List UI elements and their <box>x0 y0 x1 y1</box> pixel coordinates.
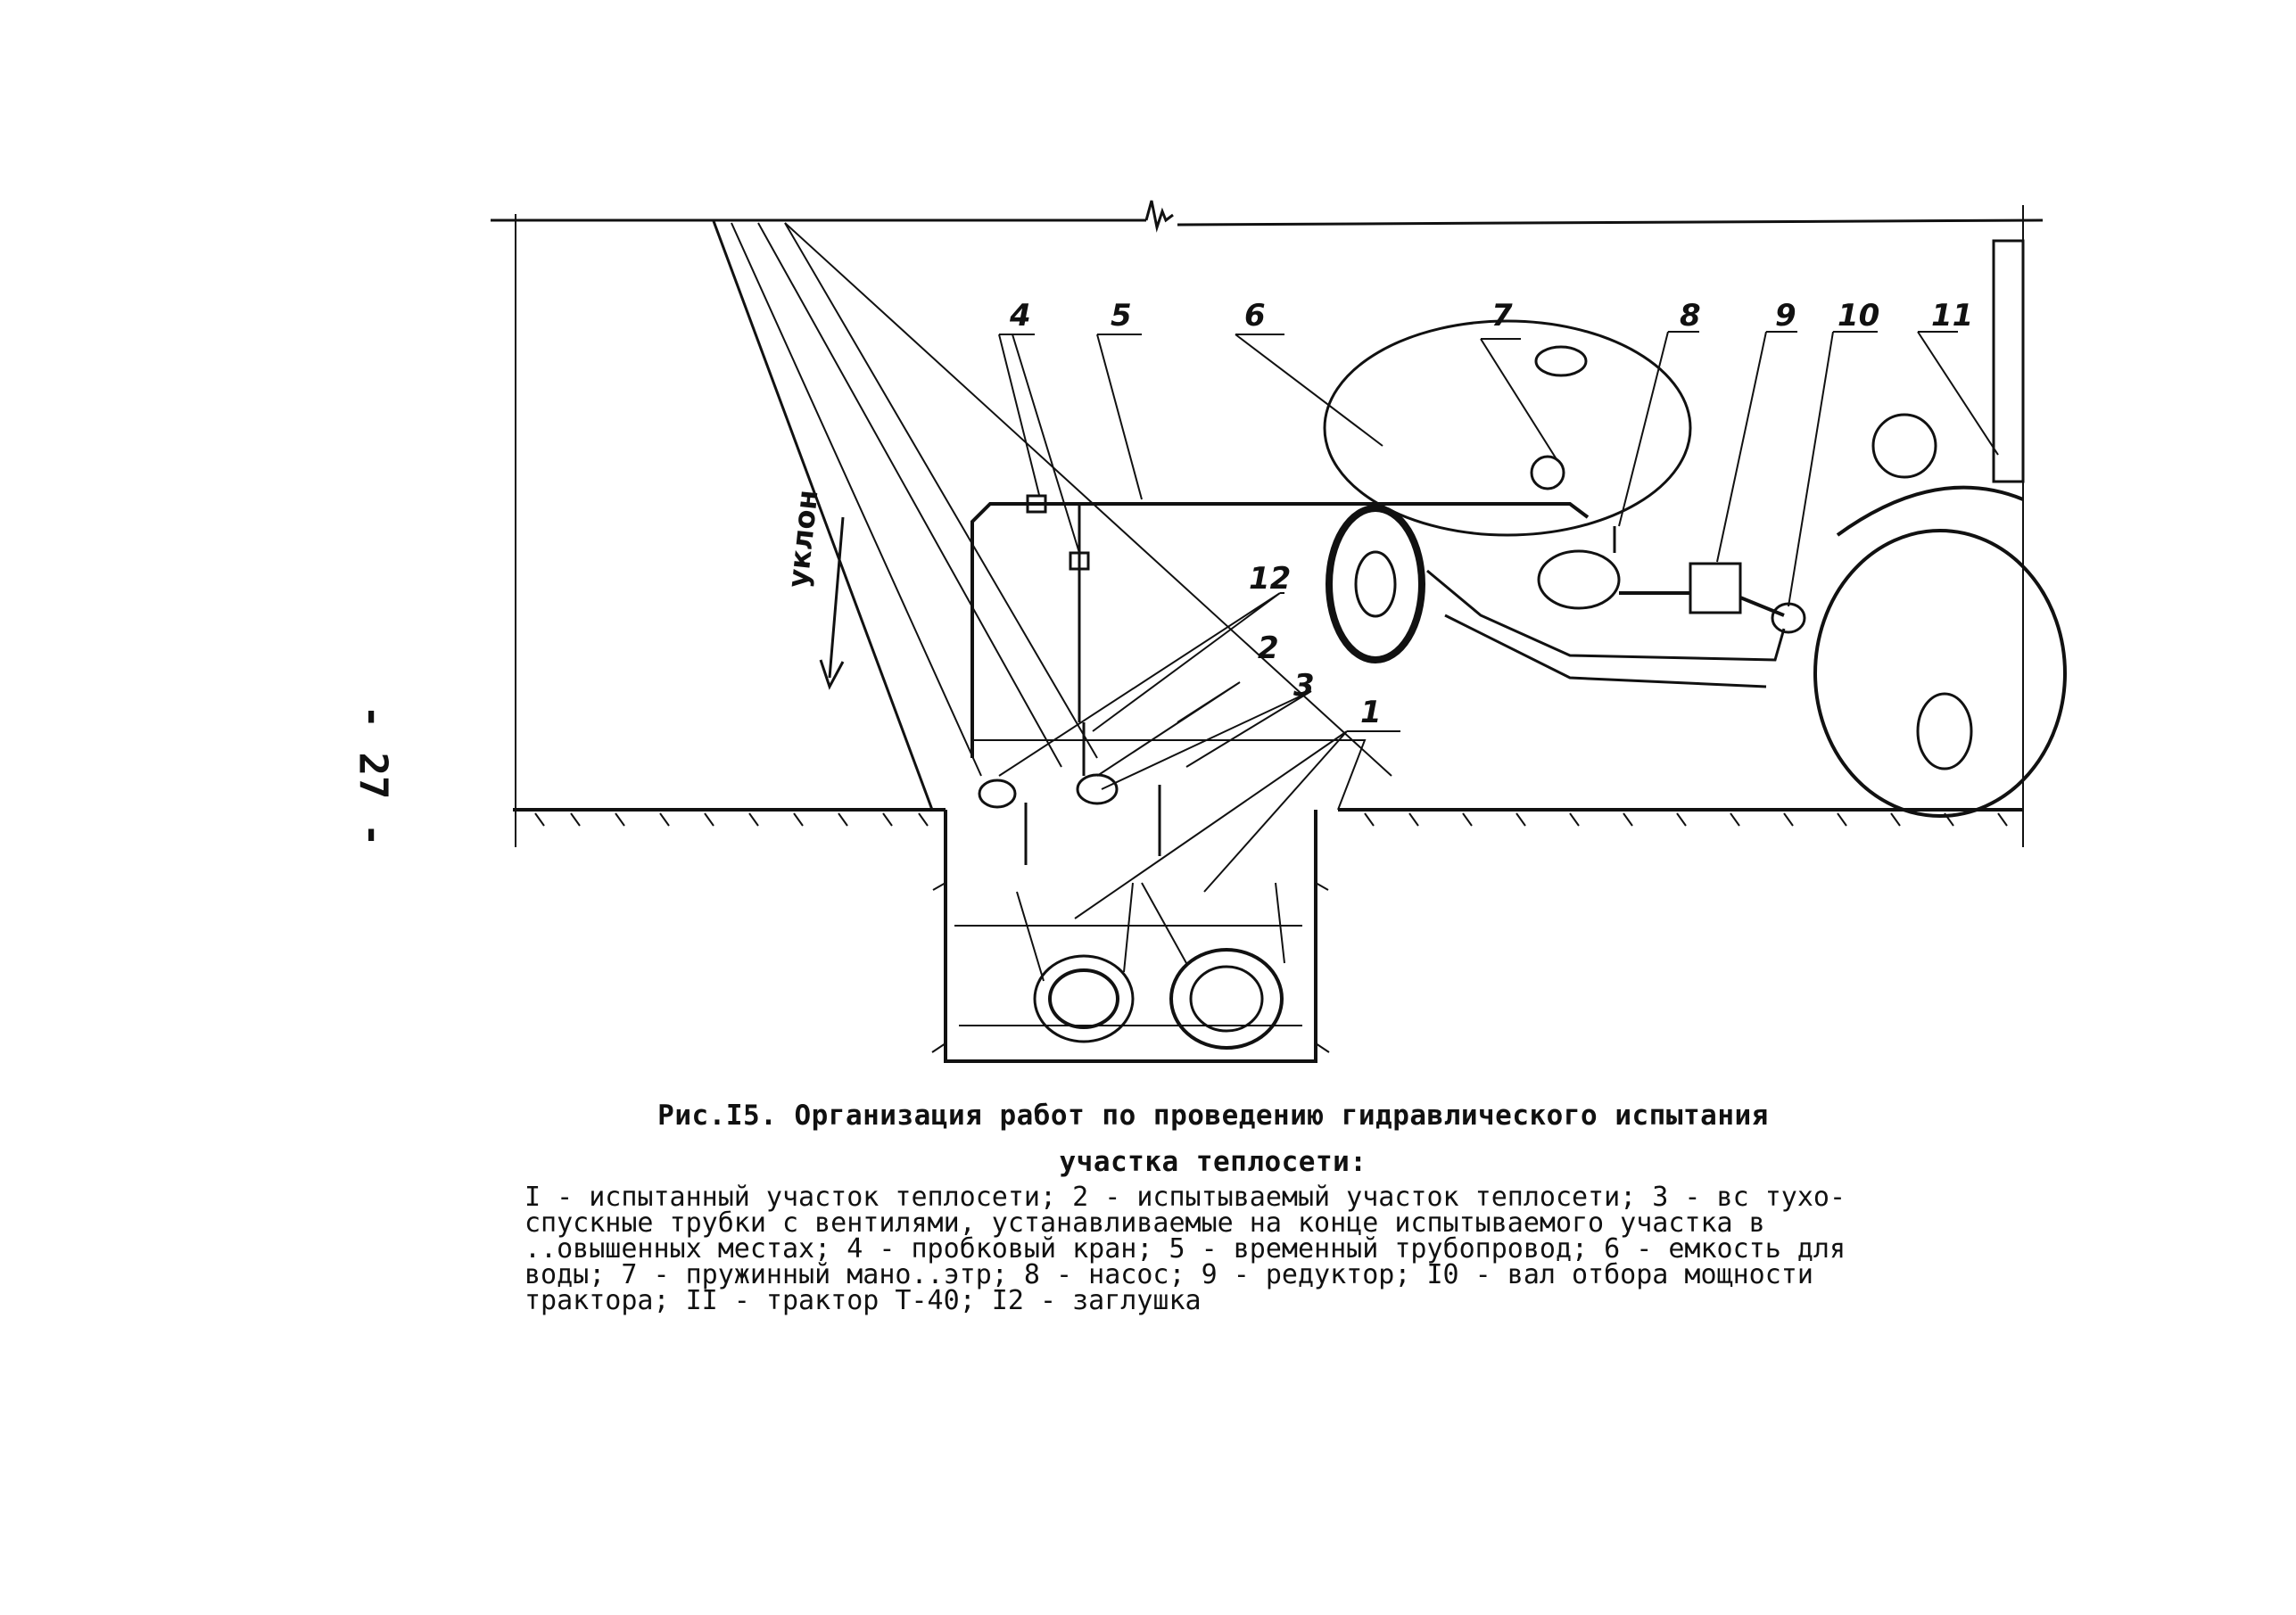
temporary-pipeline <box>972 504 1588 758</box>
callout-2: 2 <box>1258 630 1279 666</box>
callout-6: 6 <box>1244 298 1266 334</box>
ground-hatching <box>535 813 2007 826</box>
callout-4: 4 <box>1010 298 1031 334</box>
tractor-wheel-hub <box>1918 694 1971 769</box>
callout-8: 8 <box>1680 298 1701 334</box>
trailer-wheel-hub <box>1356 552 1395 616</box>
callout-3: 3 <box>1293 668 1315 704</box>
callout-5: 5 <box>1111 298 1132 334</box>
figure-legend <box>524 1184 2005 1314</box>
tractor-fender <box>1838 488 2023 535</box>
vent-tubes <box>1026 722 1160 865</box>
page-number-text: - 27 - <box>350 705 396 847</box>
tractor-rear-wheel <box>1815 531 2065 816</box>
callout-11: 11 <box>1931 298 1974 334</box>
tank-hatch <box>1536 347 1586 375</box>
tractor-cab-post <box>1994 241 2023 482</box>
trailer-wheel <box>1329 508 1422 660</box>
plug-2 <box>1078 775 1117 803</box>
break-mark-top <box>1146 201 1173 227</box>
legend-line: воды; 7 - пружинный мано..этр; 8 - насос; 9 - редуктор; I0 - вал отбора мощности <box>524 1259 1813 1290</box>
pipe-section-2 <box>1171 950 1282 1048</box>
callout-9: 9 <box>1775 298 1796 334</box>
incline-trench-right <box>972 740 1365 810</box>
trailer-frame <box>1427 571 1784 687</box>
top-boundary-line-right <box>1177 220 2043 225</box>
legend-line: I - испытанный участок теплосети; 2 - испытываемый участок теплосети; 3 - вс тухо- <box>524 1182 1846 1213</box>
pump <box>1539 551 1619 608</box>
legend-line: трактора; II - трактор Т-40; I2 - заглушка <box>524 1285 1202 1316</box>
figure-caption-subtitle: участка теплосети: <box>1059 1146 1367 1178</box>
pressure-gauge <box>1532 457 1564 489</box>
plug-1 <box>979 780 1015 807</box>
callout-12: 12 <box>1249 561 1292 597</box>
figure-caption-title: Рис.I5. Организация работ по проведению гидравлического испытания <box>657 1100 1769 1132</box>
incline-trench-left <box>714 221 932 810</box>
page-number <box>346 705 400 847</box>
pipe-section-2-inner <box>1191 967 1262 1031</box>
trench-outline <box>946 810 1316 1061</box>
callout-1: 1 <box>1360 695 1382 730</box>
pipe-bodies-in-trench <box>1017 883 1284 981</box>
legend-line: ..овышенных местах; 4 - пробковый кран; 5 - временный трубопровод; 6 - емкость для <box>524 1233 1846 1265</box>
callout-7: 7 <box>1491 298 1513 334</box>
slope-label: уклон <box>780 488 825 589</box>
pto-shaft <box>1772 604 1805 632</box>
legend-line: спускные трубки с вентилями, устанавливаемые на конце испытываемого участка в <box>524 1207 1765 1239</box>
tractor-seat <box>1873 415 1936 477</box>
incline-pipes <box>731 223 1097 776</box>
leader-lines <box>999 332 1998 919</box>
reducer <box>1690 564 1740 613</box>
pipe-section-1-inner <box>1050 970 1118 1027</box>
callout-10: 10 <box>1838 298 1880 334</box>
